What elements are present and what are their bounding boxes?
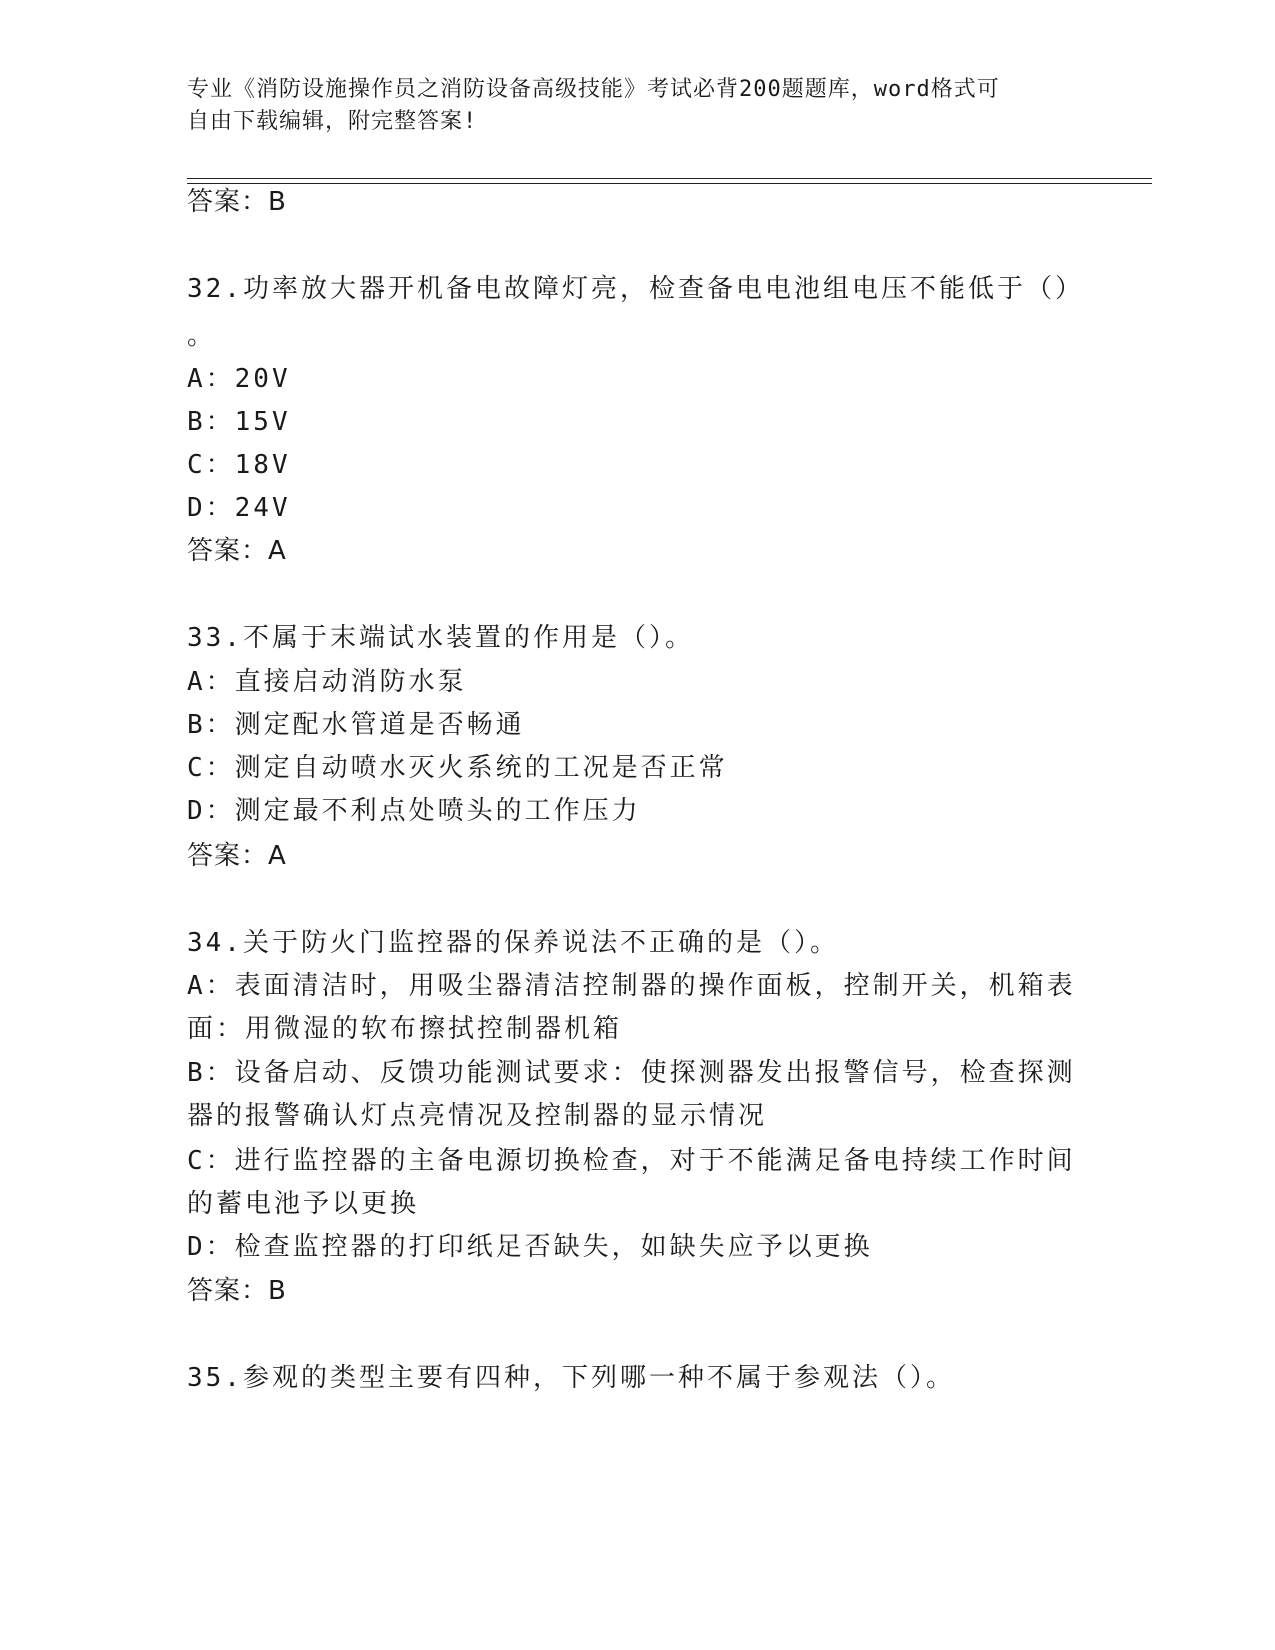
question-32-option-a: A：20V — [187, 364, 291, 394]
question-33-option-d: D：测定最不利点处喷头的工作压力 — [187, 796, 641, 826]
question-32-option-b: B：15V — [187, 407, 291, 437]
answer-previous: 答案：B — [187, 187, 287, 217]
question-34-option-b-line2: 器的报警确认灯点亮情况及控制器的显示情况 — [187, 1101, 768, 1131]
header-line-1: 专业《消防设施操作员之消防设备高级技能》考试必背200题题库，word格式可 — [187, 77, 1000, 102]
header-line-2: 自由下载编辑，附完整答案! — [187, 109, 478, 134]
question-33-answer: 答案：A — [187, 841, 287, 871]
question-33-option-a: A：直接启动消防水泵 — [187, 667, 467, 697]
question-32-option-c: C：18V — [187, 450, 291, 480]
question-33-option-b: B：测定配水管道是否畅通 — [187, 710, 525, 740]
header-divider-bottom — [187, 183, 1152, 184]
question-32-stem-cont: 。 — [187, 321, 217, 351]
document-header — [187, 74, 1067, 138]
question-34-option-a-line2: 面：用微湿的软布擦拭控制器机箱 — [187, 1014, 623, 1044]
question-33-stem: 33.不属于末端试水装置的作用是（）。 — [187, 623, 694, 653]
question-34-option-c-line2: 的蓄电池予以更换 — [187, 1189, 420, 1219]
header-divider-top — [187, 178, 1152, 179]
question-33-option-c: C：测定自动喷水灭火系统的工况是否正常 — [187, 753, 728, 783]
question-32-option-d: D：24V — [187, 493, 291, 523]
question-34-answer: 答案：B — [187, 1276, 287, 1306]
question-35-stem: 35.参观的类型主要有四种，下列哪一种不属于参观法（）。 — [187, 1363, 955, 1393]
question-34-option-a-line1: A：表面清洁时，用吸尘器清洁控制器的操作面板，控制开关，机箱表 — [187, 971, 1076, 1001]
question-32-answer: 答案：A — [187, 536, 287, 566]
question-32-stem: 32.功率放大器开机备电故障灯亮，检查备电电池组电压不能低于（） — [187, 274, 1084, 304]
question-34-option-c-line1: C：进行监控器的主备电源切换检查，对于不能满足备电持续工作时间 — [187, 1146, 1076, 1176]
question-34-option-b-line1: B：设备启动、反馈功能测试要求：使探测器发出报警信号，检查探测 — [187, 1058, 1076, 1088]
question-34-option-d: D：检查监控器的打印纸足否缺失，如缺失应予以更换 — [187, 1232, 873, 1262]
question-34-stem: 34.关于防火门监控器的保养说法不正确的是（）。 — [187, 928, 839, 958]
